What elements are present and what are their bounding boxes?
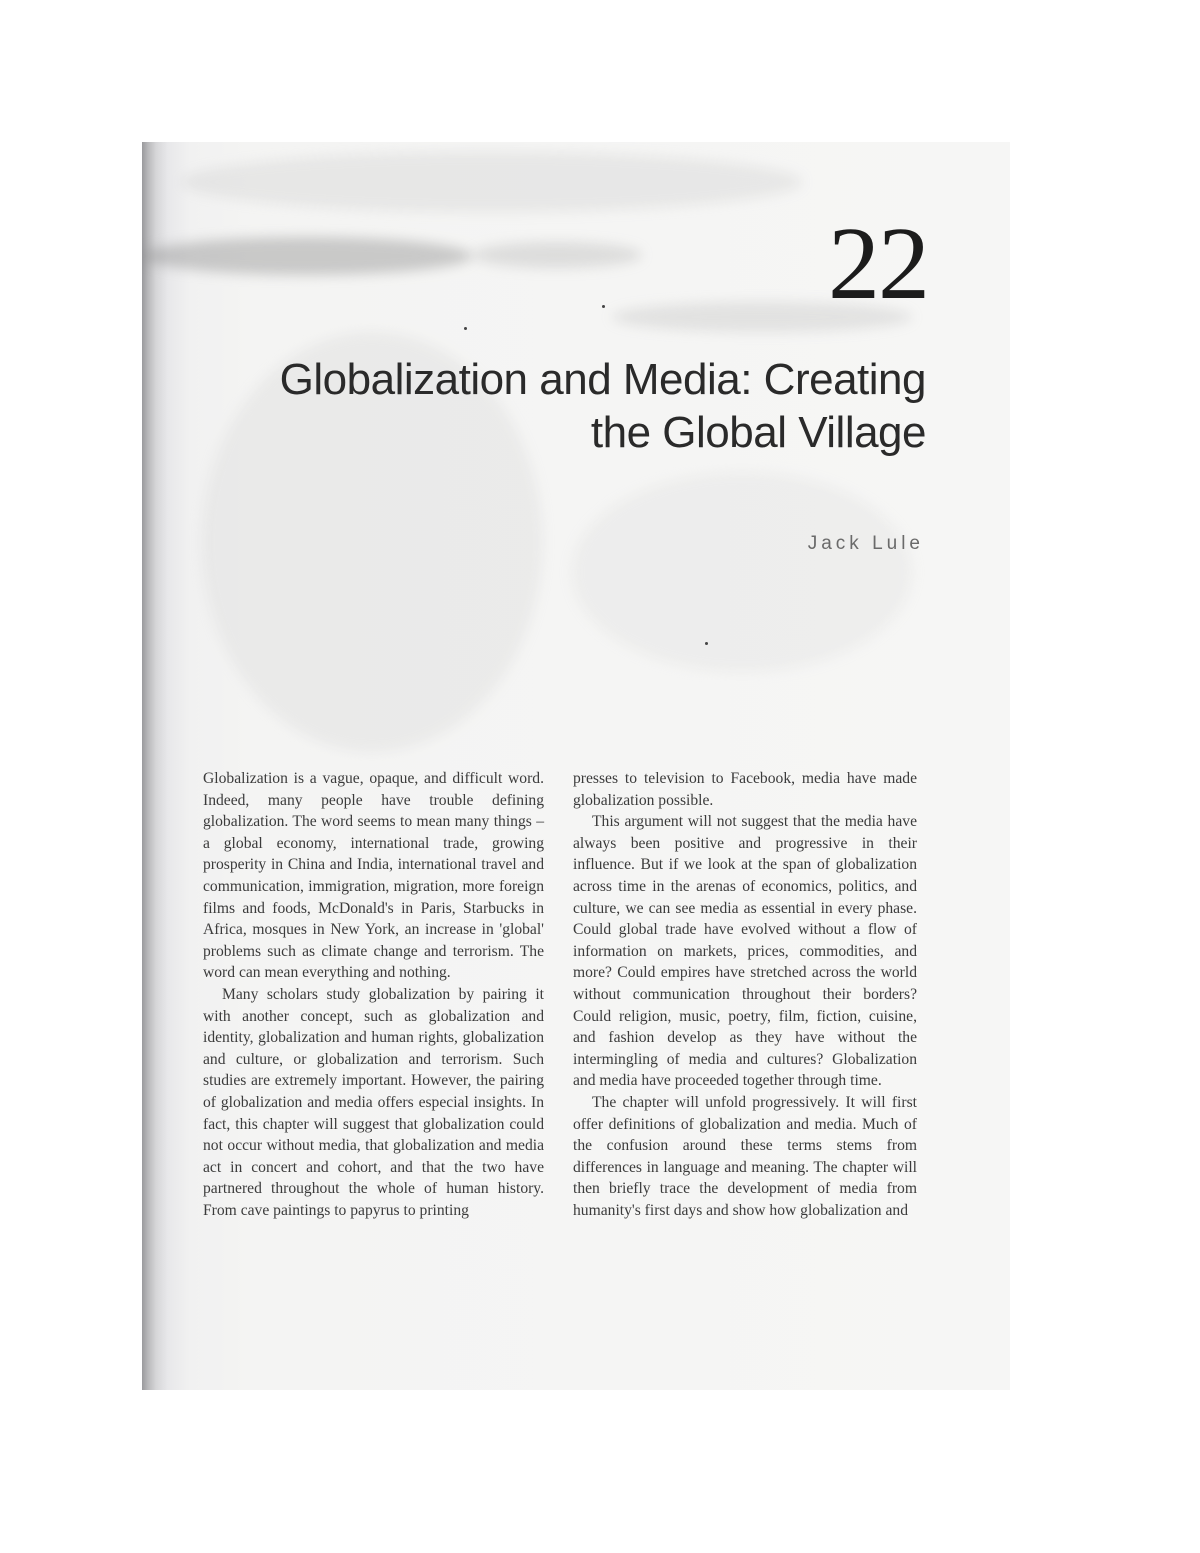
author-name: Jack Lule: [807, 533, 924, 554]
show-through-smudge: [572, 472, 912, 672]
scanned-book-page: [142, 142, 1010, 1390]
paragraph: This argument will not suggest that the media have always been positive and progressive in their influence. But if we look at the span of globalization across time in the arenas of economics, politics, and culture, we can see media as essential in every phase. Could global trade have evolved without a flow of information on markets, prices, commodities, and more? Could empires have stretched across the world without communication throughout their borders? Could religion, music, poetry, film, fiction, cuisine, and fashion develop as they have without the intermingling of media and cultures? Globalization and media have proceeded together through time.: [573, 813, 917, 1090]
show-through-smudge: [472, 242, 642, 268]
paragraph: The chapter will unfold progressively. It will first offer definitions of globalization and media. Much of the confusion around these terms stems from differences in language and meaning. The chapter will then briefly trace the development of media from humanity's first days and show how globalization and: [573, 1093, 917, 1219]
show-through-smudge: [182, 152, 802, 212]
text-column-right: [573, 768, 917, 1221]
paragraph: Many scholars study globalization by pairing it with another concept, such as globalization and identity, globalization and human rights, globalization and culture, or globalization and terrorism. Such studies are extremely important. However, the pairing of globalization and media offers especial insights. In fact, this chapter will suggest that globalization could not occur without media, that globalization and media act in concert and cohort, and that the two have partnered throughout the whole of human history. From cave paintings to papyrus to printing: [203, 985, 544, 1219]
chapter-title-line-2: the Global Village: [590, 407, 926, 457]
paragraph: presses to television to Facebook, media have made globalization possible.: [573, 770, 917, 809]
print-speck: [464, 327, 467, 330]
chapter-title-line-1: Globalization and Media: Creating: [279, 355, 926, 404]
show-through-smudge: [142, 237, 472, 275]
paragraph: Globalization is a vague, opaque, and difficult word. Indeed, many people have trouble defining globalization. The word seems to mean many things – a global economy, international trade, growing prosperity in China and India, international travel and communication, immigration, migration, more foreign films and foods, McDonald's in Paris, Starbucks in Africa, mosques in New York, an increase in 'global' problems such as climate change and terrorism. The word can mean everything and nothing.: [203, 770, 544, 982]
chapter-number: 22: [828, 206, 928, 321]
chapter-title: [166, 354, 926, 460]
print-speck: [705, 642, 708, 645]
text-column-left: [203, 768, 544, 1221]
print-speck: [602, 305, 605, 308]
